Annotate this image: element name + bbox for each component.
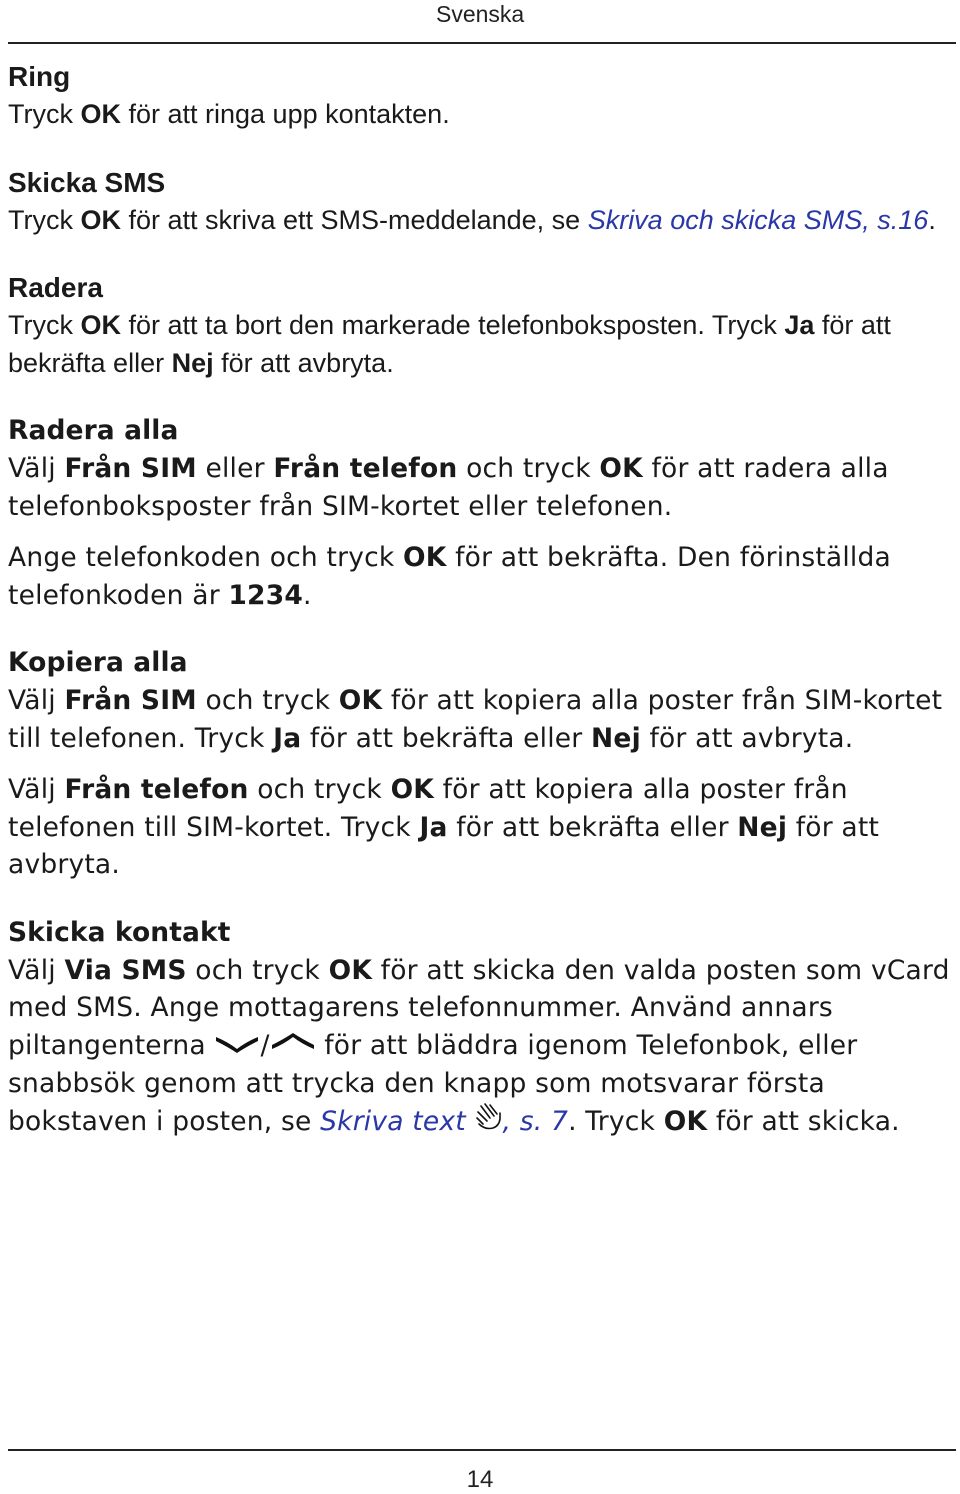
section-title: Skicka SMS	[8, 166, 166, 198]
section-text: Välj Från SIM eller Från telefon och tryck OK för att radera alla telefonboksposter från SIM-kortet eller telefonen.	[8, 453, 889, 522]
section-text: Tryck OK för att skriva ett SMS-meddelande, se Skriva och skicka SMS, s.16.	[8, 204, 936, 235]
link-skriva-och-skicka-sms[interactable]: Skriva och skicka SMS, s.16	[587, 204, 929, 235]
section-title: Radera	[8, 272, 103, 303]
section-text: Ange telefonkoden och tryck OK för att bekräfta. Den förinställda telefonkoden är 1234.	[8, 542, 891, 611]
header-divider	[8, 42, 956, 44]
section-title: Radera alla	[8, 415, 179, 446]
section-text: Välj Via SMS och tryck OK för att skicka den valda posten som vCard med SMS. Ange mottagarens telefonnummer. Använd annars piltangenterna / för att bläddra igenom Telefonbok, eller snabbsök genom att trycka den knapp som motsvarar första bokstaven i posten, se Skriva text , s. 7. Tryck OK för att skicka.	[8, 952, 956, 1143]
section-text: Tryck OK för att ringa upp kontakten.	[8, 99, 450, 129]
arrow-down-icon	[214, 1027, 260, 1065]
section-radera	[8, 269, 956, 382]
page-number: 14	[466, 1466, 494, 1493]
hand-icon	[475, 1102, 503, 1143]
section-skicka-kontakt	[8, 914, 956, 1143]
section-title: Kopiera alla	[8, 647, 188, 678]
section-text: Tryck OK för att ta bort den markerade telefonboksposten. Tryck Ja för att bekräfta eller Nej för att avbryta.	[8, 310, 891, 378]
link-skriva-text[interactable]: Skriva text , s. 7	[320, 1106, 568, 1137]
arrow-up-icon	[270, 1027, 316, 1065]
footer-divider	[8, 1449, 956, 1451]
section-radera-alla	[8, 412, 956, 614]
page-content	[8, 58, 956, 1143]
header-language: Svenska	[436, 1, 525, 27]
section-text: Välj Från SIM och tryck OK för att kopiera alla poster från SIM-kortet till telefonen. Tryck Ja för att bekräfta eller Nej för att avbryta.	[8, 685, 943, 754]
section-kopiera-alla	[8, 644, 956, 884]
section-skicka-sms	[8, 164, 956, 240]
section-title: Ring	[8, 61, 71, 92]
section-title: Skicka kontakt	[8, 916, 231, 948]
section-ring	[8, 58, 956, 134]
section-text: Välj Från telefon och tryck OK för att kopiera alla poster från telefonen till SIM-kortet. Tryck Ja för att bekräfta eller Nej för att avbryta.	[8, 774, 880, 880]
